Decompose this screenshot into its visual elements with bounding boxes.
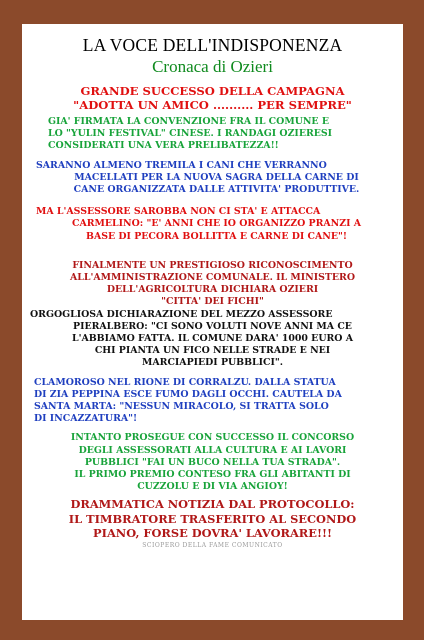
article-corralzu	[28, 377, 397, 426]
headline-line: "ADOTTA UN AMICO .......... PER SEMPRE"	[73, 98, 352, 112]
article-line: CHI PIANTA UN FICO NELLE STRADE E NEI	[94, 345, 331, 357]
headline-protocollo	[28, 497, 397, 541]
article-line: INTANTO PROSEGUE CON SUCCESSO IL CONCORSO	[70, 432, 355, 444]
article-line: MARCIAPIEDI PUBBLICI".	[142, 357, 283, 369]
article-line: SARANNO ALMENO TREMILA I CANI CHE VERRANNO	[36, 159, 327, 171]
cut-off-footer-text: SCIOPERO DELLA FAME COMUNICATO	[142, 541, 283, 549]
headline-line: PIANO, FORSE DOVRA' LAVORARE!!!	[93, 526, 332, 541]
article-fichi	[28, 260, 397, 309]
headline-line: GRANDE SUCCESSO DELLA CAMPAGNA	[80, 84, 345, 98]
article-line: DI ZIA PEPPINA ESCE FUMO DAGLI OCCHI. CAUTELA DA	[34, 388, 342, 400]
article-line: DEGLI ASSESSORATI ALLA CULTURA E AI LAVORI	[78, 444, 347, 456]
article-yulin	[28, 116, 397, 153]
article-sarobba	[28, 206, 397, 243]
article-line: GIA' FIRMATA LA CONVENZIONE FRA IL COMUNE E	[48, 116, 329, 127]
article-line: CANE ORGANIZZATA DALLE ATTIVITA' PRODUTTIVE.	[73, 184, 360, 196]
article-line: CUZZOLU E DI VIA ANGIOY!	[137, 481, 288, 493]
headline-campagna	[28, 84, 397, 112]
article-line: PIERALBERO: "CI SONO VOLUTI NOVE ANNI MA CE	[73, 320, 352, 332]
article-line: LO "YULIN FESTIVAL" CINESE. I RANDAGI OZIERESI	[48, 128, 333, 140]
article-line: MACELLATI PER LA NUOVA SAGRA DELLA CARNE DI	[74, 171, 359, 183]
article-line: CONSIDERATI UNA VERA PRELIBATEZZA!!	[48, 140, 279, 152]
article-line: MA L'ASSESSORE SAROBBA NON CI STA' E ATTACCA	[36, 206, 321, 218]
article-line: FINALMENTE UN PRESTIGIOSO RICONOSCIMENTO	[72, 259, 353, 271]
article-line: BASE DI PECORA BOLLITTA E CARNE DI CANE"!	[86, 230, 347, 242]
article-line: DI INCAZZATURA"!	[34, 413, 138, 425]
headline-line: DRAMMATICA NOTIZIA DAL PROTOCOLLO:	[70, 497, 355, 512]
page-subtitle: Cronaca di Ozieri	[152, 57, 273, 76]
article-line: "CITTA' DEI FICHI"	[161, 296, 264, 308]
page-title: LA VOCE DELL'INDISPONENZA	[82, 35, 343, 55]
article-line: L'ABBIAMO FATTA. IL COMUNE DARA' 1000 EURO A	[72, 333, 353, 345]
article-line: ALL'AMMINISTRAZIONE COMUNALE. IL MINISTERO	[70, 272, 355, 284]
article-pieralbero	[28, 309, 397, 370]
article-line: IL PRIMO PREMIO CONTESO FRA GLI ABITANTI DI	[74, 469, 351, 481]
article-concorso	[28, 432, 397, 493]
article-sagra	[28, 160, 397, 197]
article-line: PUBBLICI "FAI UN BUCO NELLA TUA STRADA".	[84, 456, 341, 468]
newspaper-page	[22, 24, 403, 620]
article-line: CARMELINO: "E' ANNI CHE IO ORGANIZZO PRANZI A	[71, 218, 362, 230]
article-line: ORGOGLIOSA DICHIARAZIONE DEL MEZZO ASSESSORE	[30, 308, 333, 320]
article-line: DELL'AGRICOLTURA DICHIARA OZIERI	[106, 284, 319, 296]
headline-line: IL TIMBRATORE TRASFERITO AL SECONDO	[68, 511, 357, 526]
article-line: SANTA MARTA: "NESSUN MIRACOLO, SI TRATTA SOLO	[34, 401, 329, 413]
article-line: CLAMOROSO NEL RIONE DI CORRALZU. DALLA STATUA	[34, 376, 336, 388]
